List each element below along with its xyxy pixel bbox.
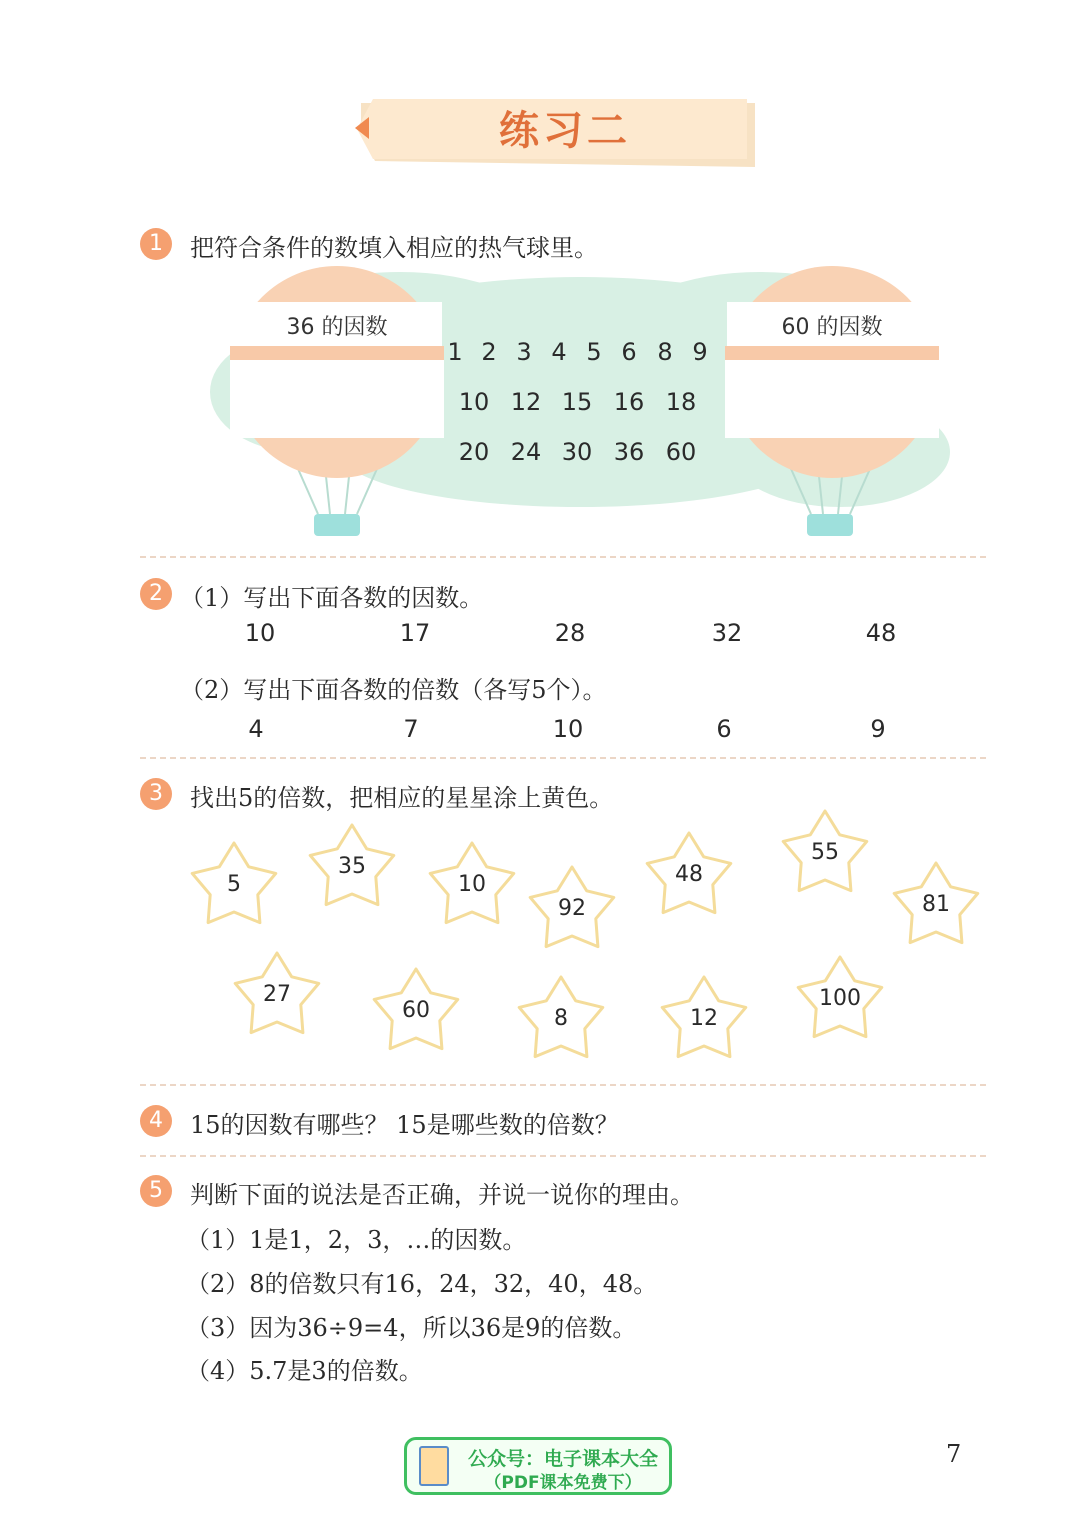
question-number-4: 4 [140,1105,172,1137]
question-2-part-2: （2）写出下面各数的倍数（各写5个）。 [180,676,607,704]
star-label: 8 [554,1006,568,1031]
question-3-text: 找出5的倍数，把相应的星星涂上黄色。 [190,784,614,812]
star-60[interactable] [368,962,464,1058]
statement-item: （1）1是1，2，3，…的因数。 [186,1226,527,1254]
star-10[interactable] [424,836,520,932]
pool-number: 8 [657,338,673,366]
pool-number: 36 [613,438,645,466]
right-balloon-label: 60 的因数 [781,315,883,340]
left-balloon [230,266,444,536]
left-balloon-label: 36 的因数 [286,315,388,340]
multiple-number: 7 [403,715,419,743]
star-48[interactable] [641,826,737,922]
factor-number: 17 [399,619,431,647]
factor-number: 32 [711,619,743,647]
multiple-number: 9 [870,715,886,743]
star-8[interactable] [513,970,609,1066]
statement-item: （3）因为36÷9=4，所以36是9的倍数。 [186,1314,637,1342]
section-divider [140,757,986,759]
page-title: 练习二 [499,107,631,154]
question-number-5: 5 [140,1175,172,1207]
pool-number: 24 [510,438,542,466]
factor-number: 10 [244,619,276,647]
star-label: 81 [922,892,950,917]
star-label: 60 [402,998,430,1023]
multiple-number: 10 [552,715,584,743]
pool-number: 12 [510,388,542,416]
star-label: 55 [811,840,839,865]
pool-number: 20 [458,438,490,466]
footer-badge [404,1437,672,1495]
factor-number: 28 [554,619,586,647]
star-label: 100 [819,986,861,1011]
star-5[interactable] [186,836,282,932]
star-35[interactable] [304,818,400,914]
pool-number: 18 [665,388,697,416]
section-divider [140,556,986,558]
pool-number: 4 [551,338,567,366]
star-92[interactable] [524,860,620,956]
question-2-part-1: （1）写出下面各数的因数。 [180,584,484,612]
question-1-text: 把符合条件的数填入相应的热气球里。 [190,234,598,262]
statement-item: （4）5.7是3的倍数。 [186,1357,423,1385]
question-number-2: 2 [140,578,172,610]
star-55[interactable] [777,804,873,900]
pool-number: 5 [586,338,602,366]
pool-number: 60 [665,438,697,466]
star-81[interactable] [888,856,984,952]
pool-number: 9 [692,338,708,366]
pool-number: 2 [481,338,497,366]
multiple-number: 4 [248,715,264,743]
footer-line-1: 公众号：电子课本大全 [467,1448,658,1470]
question-4-text: 15的因数有哪些？ 15是哪些数的倍数？ [190,1111,619,1139]
pool-number: 10 [458,388,490,416]
multiple-number: 6 [716,715,732,743]
pool-number: 30 [561,438,593,466]
question-5-text: 判断下面的说法是否正确，并说一说你的理由。 [190,1181,694,1209]
star-label: 5 [227,872,241,897]
star-12[interactable] [656,970,752,1066]
question-number-3: 3 [140,778,172,810]
page-number: 7 [946,1440,962,1468]
star-27[interactable] [229,946,325,1042]
pool-number: 6 [621,338,637,366]
statement-item: （2）8的倍数只有16，24，32，40，48。 [186,1270,658,1298]
book-icon [419,1446,449,1486]
factor-number: 48 [865,619,897,647]
star-label: 10 [458,872,486,897]
footer-line-2: （PDF课本免费下） [484,1473,642,1493]
star-label: 92 [558,896,586,921]
pool-number: 15 [561,388,593,416]
question-number-1: 1 [140,228,172,260]
star-label: 12 [690,1006,718,1031]
section-divider [140,1155,986,1157]
pool-number: 3 [516,338,532,366]
section-divider [140,1084,986,1086]
pool-number: 1 [447,338,463,366]
star-label: 35 [338,854,366,879]
star-label: 48 [675,862,703,887]
star-100[interactable] [792,950,888,1046]
star-label: 27 [263,982,291,1007]
pool-number: 16 [613,388,645,416]
